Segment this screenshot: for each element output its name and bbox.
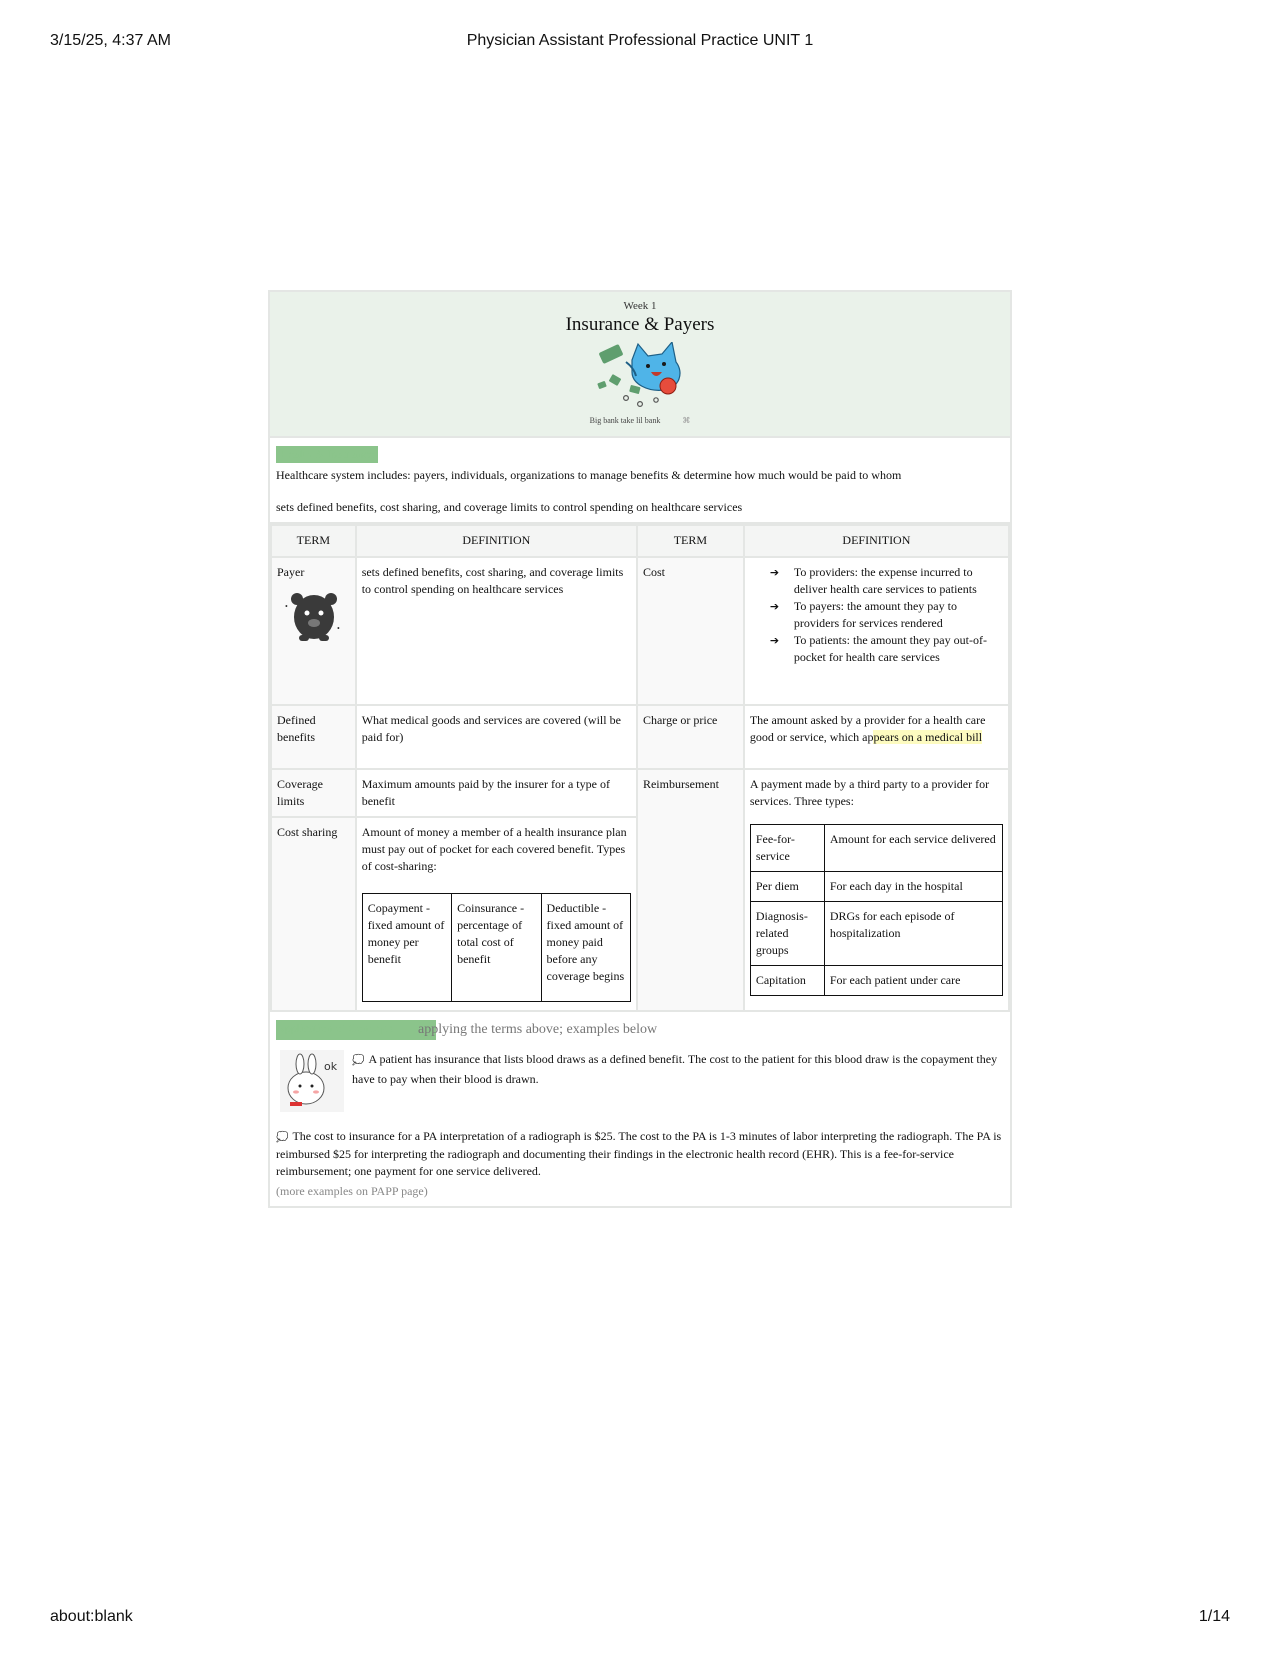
list-item: ➔ To providers: the expense incurred to deliver health care services to patients [770, 564, 1003, 598]
print-title: Physician Assistant Professional Practice UNIT 1 [466, 32, 814, 49]
cost-sharing-type: Coinsurance - percentage of total cost of benefit [452, 894, 541, 1002]
cat-money-illustration [596, 342, 692, 416]
reimb-type-name: Fee-for-service [750, 825, 824, 872]
reimbursement-definition: A payment made by a third party to a provider for services. Three types: [749, 777, 990, 808]
reimb-type-desc: For each patient under care [824, 966, 1002, 996]
reimb-type-desc: DRGs for each episode of hospitalization [824, 902, 1002, 966]
thought-bubble-icon: 💭 [352, 1055, 365, 1066]
term-cost: Cost [637, 557, 744, 705]
example-1 [276, 1050, 1004, 1116]
table-row [271, 769, 1009, 817]
cost-sharing-types-table [362, 893, 631, 1002]
cost-sharing-type: Deductible - fixed amount of money paid before any coverage begins [541, 894, 630, 1002]
definition-cell: What medical goods and services are covered (will be paid for) [356, 705, 637, 769]
table-row [750, 902, 1002, 966]
term-cost-sharing: Cost sharing [271, 817, 356, 1011]
intro-line-2: sets defined benefits, cost sharing, and coverage limits to control spending on healthcare services [276, 500, 743, 514]
definition-cell [356, 817, 637, 1011]
reimb-type-name: Per diem [750, 872, 824, 902]
charge-definition-highlight: pears on a medical bill [873, 730, 983, 744]
thought-bubble-icon: 💭 [276, 1132, 289, 1143]
definition-cell: sets defined benefits, cost sharing, and coverage limits to control spending on healthcare services [356, 557, 637, 705]
command-glyph-icon: ⌘ [682, 416, 691, 425]
header-definition-1: DEFINITION [356, 525, 637, 557]
cost-sharing-definition: Amount of money a member of a health insurance plan must pay out of pocket for each covered benefit. Types of cost-sharing: [361, 825, 627, 873]
page-number: 1/14 [1198, 1608, 1230, 1625]
illustration-caption [270, 416, 1010, 425]
table-row [271, 557, 1009, 705]
reimbursement-types-table [750, 824, 1003, 996]
table-row [750, 825, 1002, 872]
page-title: Insurance & Payers [565, 314, 715, 335]
term-defined-benefits: Defined benefits [271, 705, 356, 769]
terms-table [270, 524, 1010, 1012]
table-row [750, 872, 1002, 902]
applying-heading-text: applying the terms above; examples below [418, 1022, 658, 1037]
definition-cell: Maximum amounts paid by the insurer for a type of benefit [356, 769, 637, 817]
intro-heading-highlight: Health & Insurance [276, 446, 378, 463]
header-term-1: TERM [271, 525, 356, 557]
definition-cell [744, 705, 1009, 769]
sticker-ok-text: ok [324, 1060, 338, 1073]
term-coverage-limits: Coverage limits [271, 769, 356, 817]
svg-text:•: • [285, 602, 288, 611]
term-payer: Payer [277, 565, 305, 579]
example-1-text: A patient has insurance that lists blood draws as a defined benefit. The cost to the patient for this blood draw is the copayment they have to pay when their blood is drawn. [352, 1052, 998, 1086]
term-reimbursement: Reimbursement [637, 769, 744, 1011]
svg-text:•: • [337, 624, 340, 633]
charge-definition-a: The amount asked by a provider for a health care good or service, which ap [749, 713, 986, 744]
bear-sticker-icon [283, 587, 345, 645]
reimb-type-name: Capitation [750, 966, 824, 996]
applying-heading [276, 1020, 1004, 1040]
applying-heading-highlight: Application of Concepts [276, 1020, 436, 1040]
intro-line-1: Healthcare system includes: payers, individuals, organizations to manage benefits & determine how much would be paid to whom [276, 468, 902, 482]
print-url: about:blank [50, 1608, 133, 1625]
list-item: ➔ To patients: the amount they pay out-of-pocket for health care services [770, 632, 1003, 666]
notes-card [268, 290, 1012, 1208]
table-row [362, 894, 630, 1002]
reimb-type-desc: For each day in the hospital [824, 872, 1002, 902]
applying-section [270, 1012, 1010, 1206]
example-2-text: The cost to insurance for a PA interpretation of a radiograph is $25. The cost to the PA is 1-3 minutes of labor interpreting the radiograph. The PA is reimbursed $25 for interpreting the radiograph and documenting their findings in the electronic health record (EHR). This is a fee-for-service reimbursement; one payment for one service delivered. [276, 1129, 1002, 1178]
header-definition-2: DEFINITION [744, 525, 1009, 557]
definition-cell [744, 557, 1009, 705]
table-row [750, 966, 1002, 996]
coins-icon [624, 396, 659, 407]
table-row [271, 705, 1009, 769]
more-examples-note: (more examples on PAPP page) [276, 1184, 428, 1198]
list-item: ➔ To payers: the amount they pay to providers for services rendered [770, 598, 1003, 632]
caption-text: Big bank take lil bank [589, 416, 661, 425]
example-2 [276, 1128, 1004, 1180]
reimb-type-desc: Amount for each service delivered [824, 825, 1002, 872]
intro-section [270, 438, 1010, 524]
term-cell [271, 557, 356, 705]
print-datetime: 3/15/25, 4:37 AM [50, 32, 171, 49]
term-charge: Charge or price [637, 705, 744, 769]
terms-header-row [271, 525, 1009, 557]
ok-bunny-sticker-icon [280, 1050, 344, 1112]
cost-bullets [750, 564, 1003, 666]
definition-cell [744, 769, 1009, 1011]
banner [270, 292, 1010, 438]
header-term-2: TERM [637, 525, 744, 557]
red-ball-icon [660, 378, 676, 394]
reimb-type-name: Diagnosis-related groups [750, 902, 824, 966]
cost-sharing-type: Copayment - fixed amount of money per benefit [362, 894, 451, 1002]
week-label: Week 1 [623, 300, 657, 312]
